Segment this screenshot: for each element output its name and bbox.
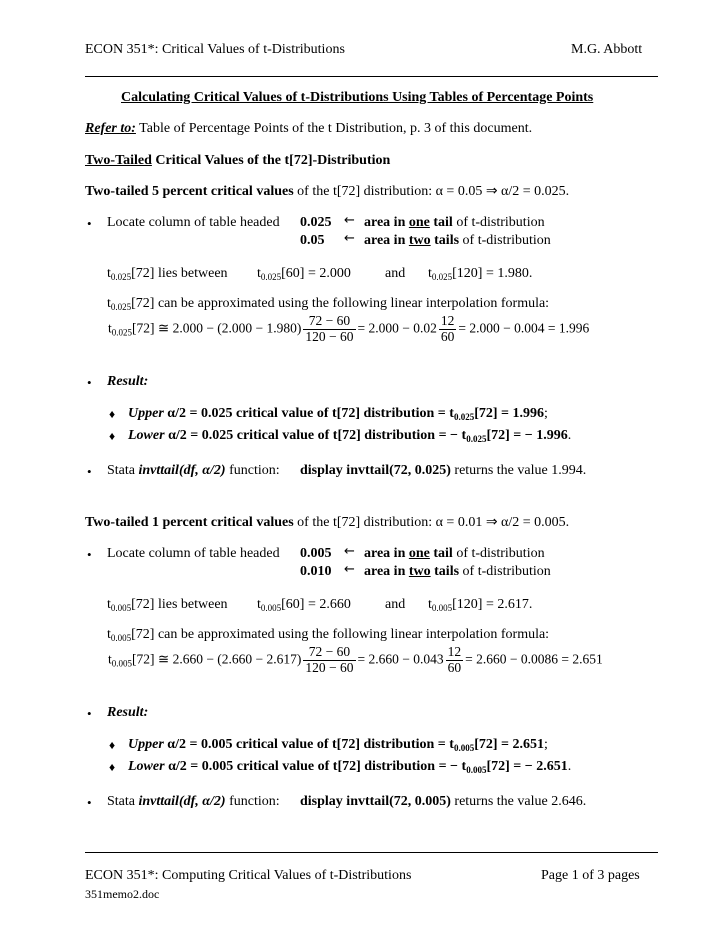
upper-result: Upper α/2 = 0.005 critical value of t[72] distribution = $t_{0.005}[72] = 2.651$;: [128, 737, 548, 753]
section-heading-rest: Critical Values of the t[72]-Distribution: [151, 153, 391, 168]
refer-label: Refer to:: [85, 121, 136, 136]
bullet-icon: •: [87, 547, 92, 562]
fraction: $\frac{12}{60}$: [447, 644, 462, 675]
footer-page: Page 1 of 3 pages: [541, 868, 640, 883]
stata-command: display invttail(72, 0.005) returns the value 2.646.: [300, 794, 587, 809]
page-title: Calculating Critical Values of t-Distributions Using Tables of Percentage Points: [121, 90, 594, 105]
left-arrow-icon: ←: [344, 562, 355, 577]
two-tail-label: area in two tails of t-distribution: [364, 233, 551, 248]
footer-title: ECON 351*: Computing Critical Values of t-Distributions: [85, 868, 412, 883]
locate-label: Locate column of table headed: [107, 546, 280, 561]
bullet-icon: •: [87, 795, 92, 810]
fraction: $\frac{12}{60}$: [440, 313, 455, 344]
block-intro-rest: of the t[72] distribution: α = 0.01 ⇒ α/2 = 0.005.: [293, 515, 570, 530]
upper-bound: $t_{0.025}[120] = 1.980$.: [428, 266, 533, 282]
footer-filename: 351memo2.doc: [85, 887, 160, 901]
upper-result: Upper α/2 = 0.025 critical value of t[72] distribution = $t_{0.025}[72] = 1.996$;: [128, 406, 548, 422]
lower-result: Lower α/2 = 0.005 critical value of t[72] distribution = − $t_{0.005}[72]$ = − 2.651.: [128, 759, 572, 775]
fraction: $\frac{72 - 60}{120 - 60}$: [305, 644, 354, 675]
section-heading: [85, 153, 390, 169]
left-arrow-icon: ←: [344, 544, 355, 559]
header-title: ECON 351*: Critical Values of t-Distributions: [85, 42, 345, 57]
lies-between-line: $t_{0.025}[72]$ lies between: [107, 266, 228, 282]
interpolation-formula: $t_{0.025}[72]$ ≅ 2.000 − (2.000 − 1.980) $\frac{72 - 60}{120 - 60}$ = 2.000 − 0.02 $\frac{12}{60}$ = 2.000 − 0.004 = 1.996: [108, 313, 590, 344]
approx-line: $t_{0.025}[72]$ can be approximated using the following linear interpolation formula:: [107, 296, 550, 312]
bullet-icon: •: [87, 216, 92, 231]
result-label: Result:: [107, 705, 149, 720]
refer-line: [85, 121, 532, 137]
diamond-icon: ♦: [109, 760, 116, 774]
upper-bound: $t_{0.005}[120] = 2.617$.: [428, 597, 533, 613]
lies-between-line: $t_{0.005}[72]$ lies between: [107, 597, 228, 613]
left-arrow-icon: ←: [344, 231, 355, 246]
two-tail-value: 0.010: [300, 564, 332, 579]
stata-line: Stata invttail(df, α/2) function:: [107, 463, 280, 478]
diamond-icon: ♦: [109, 738, 116, 752]
one-tail-label: area in one tail of t-distribution: [364, 215, 545, 230]
lower-result: Lower α/2 = 0.025 critical value of t[72] distribution = − $t_{0.025}[72]$ = − 1.996.: [128, 428, 572, 444]
result-label: Result:: [107, 374, 149, 389]
bullet-icon: •: [87, 464, 92, 479]
bullet-icon: •: [87, 706, 92, 721]
block-intro: [85, 183, 569, 200]
approx-line: $t_{0.005}[72]$ can be approximated using the following linear interpolation formula:: [107, 627, 550, 643]
one-tail-label: area in one tail of t-distribution: [364, 546, 545, 561]
lower-bound: $t_{0.005}[60] = 2.660$: [257, 597, 351, 613]
stata-command: display invttail(72, 0.025) returns the value 1.994.: [300, 463, 587, 478]
diamond-icon: ♦: [109, 407, 116, 421]
stata-line: Stata invttail(df, α/2) function:: [107, 794, 280, 809]
and-word: and: [385, 597, 406, 612]
bullet-icon: •: [87, 375, 92, 390]
one-tail-value: 0.025: [300, 215, 332, 230]
locate-label: Locate column of table headed: [107, 215, 280, 230]
two-tail-label: area in two tails of t-distribution: [364, 564, 551, 579]
block-intro-bold: Two-tailed 1 percent critical values: [85, 515, 294, 530]
left-arrow-icon: ←: [344, 213, 355, 228]
one-tail-value: 0.005: [300, 546, 332, 561]
header-rule: [85, 76, 658, 77]
section-heading-underlined: Two-Tailed: [85, 153, 152, 168]
lower-bound: $t_{0.025}[60] = 2.000$: [257, 266, 351, 282]
block-intro-rest: of the t[72] distribution: α = 0.05 ⇒ α/2 = 0.025.: [293, 184, 570, 199]
header-author: M.G. Abbott: [571, 42, 643, 57]
block-intro: [85, 514, 569, 531]
refer-text: Table of Percentage Points of the t Distribution, p. 3 of this document.: [135, 121, 533, 136]
and-word: and: [385, 266, 406, 281]
interpolation-formula: $t_{0.005}[72]$ ≅ 2.660 − (2.660 − 2.617) $\frac{72 - 60}{120 - 60}$ = 2.660 − 0.043 $\frac{12}{60}$ = 2.660 − 0.0086 = 2.651: [108, 644, 603, 675]
two-tail-value: 0.05: [300, 233, 325, 248]
diamond-icon: ♦: [109, 429, 116, 443]
fraction: $\frac{72 - 60}{120 - 60}$: [305, 313, 354, 344]
footer-rule: [85, 852, 658, 853]
block-intro-bold: Two-tailed 5 percent critical values: [85, 184, 294, 199]
